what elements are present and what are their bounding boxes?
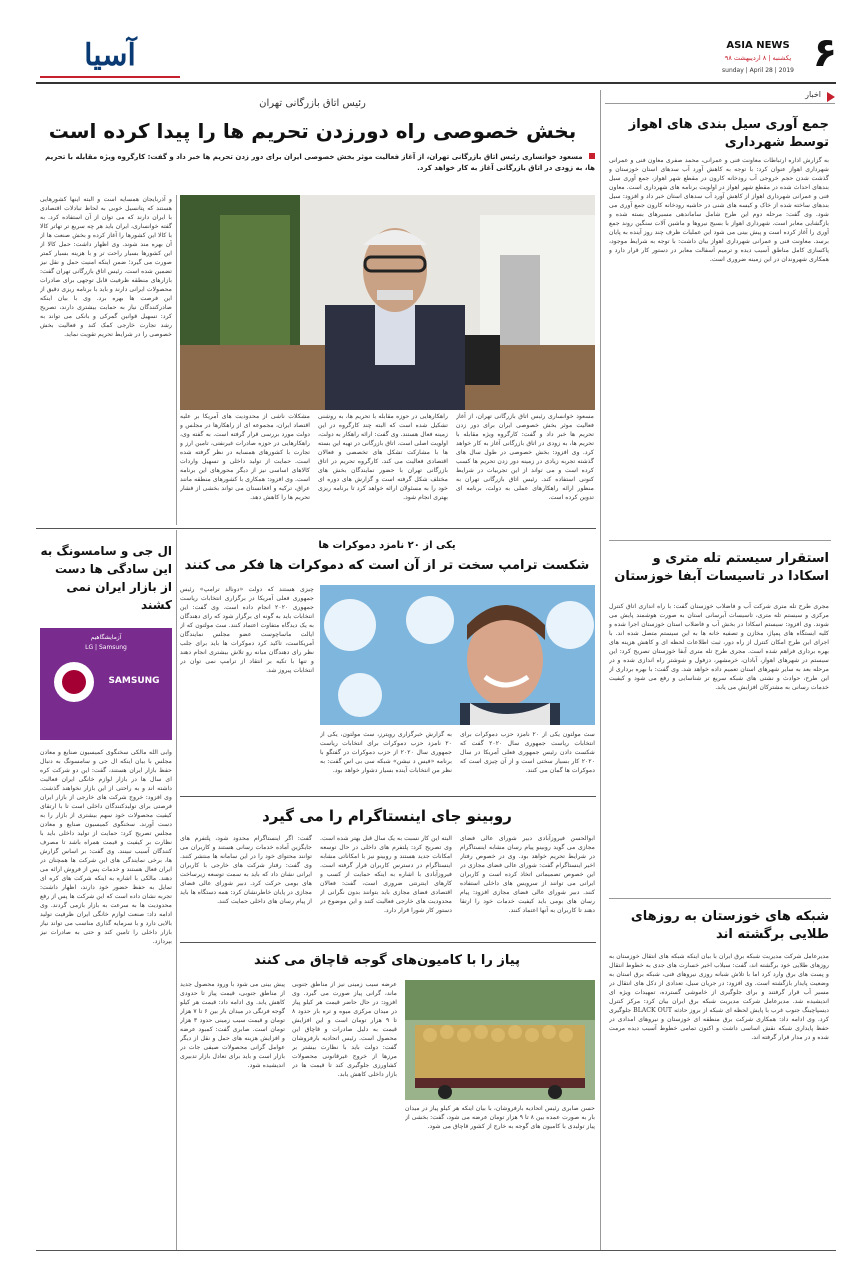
lg-story-body: وابی الله مالکی سخنگوی کمیسیون صنایع و معادن مجلس با بیان اینکه ال جی و سامسونگ به دنبال حفظ بازار ایران هستند، گفت: این دو شرکت کره ای سال ها در بازار لوازم خانگی ایران فعالیت داشته اند و به راحتی از این بازار نخواهند گذشت. وی افزود: خروج شرکت های خارجی از بازار ایران فرصتی برای تولیدکنندگان داخلی است تا با ارتقای کیفیت محصولات خود سهم بیشتری از بازار را به دست آورند. سخنگوی کمیسیون صنایع و معادن مجلس تصریح کرد: حمایت از تولید داخلی باید با نظارت بر کیفیت و قیمت همراه باشد تا مصرف کنندگان آسیب نبینند. وی گفت: بر اساس گزارش ها، برخی نمایندگی های این شرکت ها همچنان در ایران فعال هستند و خدمات پس از فروش ارائه می دهند. مالکی با اشاره به اینکه شرکت های کره ای تمایل به حفظ حضور خود دارند، اظهار داشت: تجربه نشان داده است که این شرکت ها پس از رفع محدودیت ها به سرعت به بازار بازمی گردند. وی ادامه داد: صنعت لوازم خانگی ایران ظرفیت تولید بالایی دارد و با سرمایه گذاری مناسب می تواند نیاز بازار داخلی را تامین کند و حتی به صادرات نیز بپردازد. bbox=[40, 749, 172, 945]
issue-date-fa: یکشنبه | ۸ اردیبهشت ۹۸ bbox=[724, 54, 792, 62]
onion-story-col-1: عرضه سیب زمینی نیز از مناطق جنوبی ماند، گرانی پیاز صورت می گیرد. وی افزود: در حال حاضر قیمت هر کیلو پیاز در میدان مرکزی میوه و تره بار حدود ۸ تا ۹ هزار تومان است و این افزایش قیمت به دلیل صادرات و قاچاق این محصول است. رئیس اتحادیه بارفروشان گفت: دولت باید با نظارت بیشتر بر مرزها از خروج غیرقانونی محصولات کشاورزی جلوگیری کند تا قیمت ها در بازار داخلی کاهش یابد. bbox=[292, 981, 397, 1078]
sidebar-label bbox=[605, 90, 835, 104]
second-story-col-3: چیزی هستند که دولت «دونالد ترامپ» رئیس جمهوری فعلی آمریکا در برگزاری انتخابات ریاست جمهوری ۲۰۲۰ انجام داده است. وی گفت: این انتخابات باید به گونه ای برگزار شود که رای دهندگان به یک دیدگاه متفاوت اعتماد کنند. سث مولتون که از ایالت ماساچوست عضو مجلس نمایندگان آمریکاست، تاکید کرد دموکرات ها باید برای جلب نظر رای دهندگان میانه رو تلاش بیشتری انجام دهند و تنها با تکیه بر انتقاد از ترامپ نمی توان در انتخابات پیروز شد. bbox=[180, 586, 314, 674]
instagram-story-headline: روبینو جای اینستاگرام را می گیرد bbox=[262, 807, 512, 825]
issue-date-en: sunday | April 28 | 2019 bbox=[722, 67, 794, 74]
khansari-photo bbox=[180, 195, 595, 410]
onion-story-caption: حسن صابری رئیس اتحادیه بارفروشان، با بیان اینکه هر کیلو پیاز در میدان بار به صورت عمده بین ۸ تا ۹ هزار تومان عرضه می شود، گفت: بخشی از پیاز تولیدی با کامیون های گوجه به خارج از کشور قاچاق می شود. bbox=[405, 1105, 595, 1130]
sidebar-item-1-title: جمع آوری سیل بندی های اهواز توسط شهرداری bbox=[628, 117, 829, 150]
page-number: ۶ bbox=[812, 30, 838, 76]
sidebar-item-2-title: استقرار سیستم تله متری و اسکادا در تاسیسات آبفا خوزستان bbox=[614, 551, 829, 584]
main-story-col-2: راهکارهایی در حوزه مقابله با تحریم ها، به روشنی تشکیل شده است که البته چند کارگروه در این زمینه فعال هستند. وی گفت: ارائه راهکار به دولت، اولویت اصلی است. اتاق بازرگانی در تهیه این بسته ها با مشارکت تشکل های تخصصی و فعالان اقتصادی فعالیت می کند. کارگروه تحریم در اتاق بازرگانی تهران با حضور نمایندگان بخش های مختلف شکل گرفته است و گزارش های دوره ای خود را به مسئولان ارائه خواهد کرد تا برنامه ریزی بهتری انجام شود. bbox=[318, 413, 448, 501]
moulton-photo bbox=[320, 585, 595, 725]
sidebar-item-2-body: مجری طرح تله متری شرکت آب و فاضلاب خوزستان گفت: با راه اندازی اتاق کنترل مرکزی و سیستم تله متری، تاسیسات آبرسانی استان به صورت هوشمند پایش می شوند. وی افزود: سیستم اسکادا در بخش آب و فاضلاب استان خوزستان اجرا شده و کلیه ایستگاه های پمپاژ، مخازن و تصفیه خانه ها به این سیستم متصل شده اند. با اجرای این طرح امکان کنترل از راه دور، ثبت اطلاعات لحظه ای و کاهش هزینه های بهره برداری فراهم شده است. مجری طرح تله متری آبفا خوزستان تصریح کرد: این سیستم در شهرهای اهواز، آبادان، خرمشهر، دزفول و شوشتر راه اندازی شده و در مرحله بعد به سایر شهرهای استان تعمیم داده خواهد شد. وی گفت: با بهره برداری از این طرح، حوادث و نشتی های شبکه سریع تر شناسایی و رفع می شود و کیفیت خدمات رسانی به مشترکان افزایش می یابد. bbox=[609, 603, 829, 691]
moulton-photo-drawing bbox=[320, 585, 595, 725]
second-story-headline: شکست ترامپ سخت تر از آن است که دموکرات ها فکر می کنند bbox=[184, 558, 590, 573]
arrow-icon bbox=[827, 92, 835, 102]
main-story-lead-text: مسعود خوانساری رئیس اتاق بازرگانی تهران، از آغاز فعالیت موثر بخش خصوصی ایران برای دور زدن تحریم ها خبر داد و گفت: کارگروه ویژه مقابله با تحریم ها، به زودی در اتاق بازرگانی آغاز به کار خواهد کرد. bbox=[45, 153, 595, 172]
sidebar-item-3-body: مدیرعامل شرکت مدیریت شبکه برق ایران با بیان اینکه شبکه های انتقال خوزستان به روزهای طلایی خود برگشته اند، گفت: سیلاب اخیر خسارت های جدی به خطوط انتقال و پست های برق وارد کرد اما با تلاش شبانه روزی نیروهای فنی، شبکه برق استان به وضعیت پایدار بازگشته است. وی افزود: در جریان سیل، تعدادی از دکل های انتقال در مسیر آب قرار گرفتند و برای جلوگیری از خاموشی گسترده، تمهیدات ویژه ای اندیشیده شد. مدیرعامل شرکت مدیریت شبکه برق ایران بیان کرد: مرکز کنترل دیسپاچینگ جنوب غرب با پایش لحظه ای شبکه از بروز حادثه BLACK OUT جلوگیری کرد. وی ادامه داد: همکاری شرکت برق منطقه ای خوزستان و نیروهای امدادی در حفظ پایداری شبکه نقش اساسی داشت و اکنون تمامی خطوط آسیب دیده مرمت شده و در مدار قرار گرفته اند. bbox=[609, 953, 829, 1041]
main-story-col-1: مسعود خوانساری رئیس اتاق بازرگانی تهران، از آغاز فعالیت موثر بخش خصوصی ایران برای دور زدن تحریم ها خبر داد و گفت: کارگروه ویژه مقابله با تحریم ها، به زودی در اتاق بازرگانی آغاز به کار خواهد کرد. وی افزود: بخش خصوصی در طول سال های گذشته تجربه زیادی در زمینه دور زدن تحریم ها کسب کرده است و می تواند از این تجربیات در شرایط کنونی استفاده کند. رئیس اتاق بازرگانی تهران به منظور ارائه راهکارهای عملی به دولت، برنامه ای تدوین کرده است. bbox=[456, 413, 594, 501]
onion-story-col-2: پیش بینی می شود با ورود محصول جدید از مناطق جنوبی، قیمت پیاز تا حدودی کاهش یابد. وی ادامه داد: قیمت هر کیلو گوجه فرنگی در میدان بار بین ۶ تا ۷ هزار تومان و قیمت سیب زمینی حدود ۳ هزار تومان است. صابری گفت: کمبود عرضه و افزایش هزینه های حمل و نقل از دیگر عوامل گرانی محصولات صیفی جات در بازار است و باید برای تعادل بازار تدبیری اندیشیده شود. bbox=[180, 981, 285, 1069]
instagram-story-col-2: البته این کار نسبت به یک سال قبل بهتر شده است. وی تصریح کرد: پلتفرم های داخلی در حال توسعه امکانات جدید هستند و روبینو نیز با امکاناتی مشابه اینستاگرام در دسترس کاربران قرار گرفته است. فیروزآبادی با اشاره به اینکه حمایت از کسب و کارهای اینترنتی ضروری است، گفت: فعالان اقتصادی فضای مجازی باید بتوانند بدون نگرانی از محدودیت های خارجی فعالیت کنند و این موضوع در دستور کار شورا قرار دارد. bbox=[320, 835, 452, 914]
brand-logo bbox=[40, 38, 180, 78]
ad-text-top: آزمایشگاهیم bbox=[90, 634, 122, 641]
onion-truck-drawing bbox=[405, 980, 595, 1100]
second-story-col-1: سث مولتون یکی از ۲۰ نامزد حزب دموکرات برای انتخابات ریاست جمهوری سال ۲۰۲۰ گفت که شکست دادن رئیس جمهوری فعلی آمریکا در سال ۲۰۲۰ کار بسیار سختی است و از آن چیزی است که دموکرات ها گمان می کنند. bbox=[460, 731, 595, 774]
second-story-col-2: به گزارش خبرگزاری رویترز، سث مولتون، یکی از ۲۰ نامزد حزب دموکرات برای انتخابات ریاست جمهوری سال ۲۰۲۰ از حزب دموکرات در گفتگو با برنامه «فیس د نیشن» شبکه سی بی اس گفت: به نظر من انتخابات آینده بسیار دشوار خواهد بود. bbox=[320, 731, 452, 774]
sidebar-section-title: اخبار bbox=[805, 90, 821, 99]
main-story-col-4: و آذربایجان همسایه است و البته اینها کشورهایی هستند که پتانسیل خوبی به لحاظ تبادلات اقتصادی با ایران دارند که می توان از آن استفاده کرد. به گفته خوانساری، ایران باید هر چه سریع تر تهاتر کالا با کالا این کشورها را آغاز کرده و بخش صنعت ها از آن بهره مند شوند. وی اظهار داشت: حمل کالا از این کشورها بسیار راحت تر و با هزینه بسیار کمتر صورت می گیرد؛ ضمن اینکه امنیت حمل و نقل نیز تضمین شده است. رئیس اتاق بازرگانی تهران گفت: بازارهای منطقه ظرفیت قابل توجهی برای صادرات محصولات ایرانی دارند و باید با برنامه ریزی دقیق از این فرصت ها بهره برد. وی با بیان اینکه صادرکنندگان نیاز به حمایت بیشتری دارند، تصریح کرد: تسهیل قوانین گمرکی و بانکی می تواند به رشد تجارت خارجی کمک کند و فعالیت بخش خصوصی را در شرایط تحریم تقویت نماید. bbox=[40, 196, 172, 338]
sidebar-item-1-body: به گزارش اداره ارتباطات معاونت فنی و عمرانی، محمد صفری معاون فنی و عمرانی شهرداری اهواز عنوان کرد: با توجه به کاهش آورد آب سدهای استان خوزستان و گذشت شدن حجم خروجی آب رودخانه کارون در مقطع شهر اهواز، جمع آوری سیل بندهای احداث شده در مقطع شهر اهواز در اولویت برنامه های شهرداری است. معاون فنی و عمرانی شهرداری اهواز از کاهش آورد آب سدهای استان خبر داد و افزود: سیل بندهای ساخته شده از خاک و کیسه های شنی در حاشیه رودخانه کارون جمع آوری می شود. وی گفت: مرحله دوم این طرح شامل ساماندهی مسیرهای بسته شده و بازگشایی معابر است. شهرداری اهواز با بسیج نیروها و ماشین آلات سنگین روند جمع آوری را آغاز کرده است و پیش بینی می شود این عملیات ظرف چند روز آینده به پایان برسد. معاونت فنی و عمرانی شهرداری اهواز بیان داشت: با توجه به شرایط موجود، پاکسازی کامل مناطق آسیب دیده و ترمیم آسفالت معابر در دستور کار قرار دارد و همکاری شهروندان در این زمینه ضروری است. bbox=[609, 157, 829, 263]
logo-text: آسیا bbox=[84, 38, 136, 73]
masthead-rule bbox=[36, 82, 836, 84]
second-story-kicker: یکی از ۲۰ نامزد دموکرات ها bbox=[318, 540, 456, 551]
ad-brand: SAMSUNG bbox=[108, 676, 160, 686]
sidebar bbox=[605, 90, 835, 1250]
instagram-story-col-1: ابوالحسن فیروزآبادی دبیر شورای عالی فضای مجازی می گوید روبینو پیام رسان مشابه اینستاگرام در شرایط تحریم خواهد بود. وی در خصوص رفتار اخیر اینستاگرام گفت: شورای عالی فضای مجازی در این خصوص تصمیماتی اتخاذ کرده است و کاربران ایرانی می توانند از سرویس های داخلی استفاده کنند. دبیر شورای عالی فضای مجازی افزود: پیام رسان های بومی باید کیفیت خدمات خود را ارتقا دهند تا کاربران به آنها اعتماد کنند. bbox=[460, 835, 595, 914]
lg-samsung-ad bbox=[40, 628, 172, 740]
lg-story-headline: ال جی و سامسونگ به این سادگی ها دست از بازار ایران نمی کشند bbox=[40, 544, 172, 612]
instagram-story-col-3: گفت: اگر اینستاگرام محدود شود، پلتفرم های جایگزین آماده خدمات رسانی هستند و کاربران می توانند محتوای خود را در این سامانه ها منتشر کنند. وی گفت: رفتار شرکت های خارجی با کاربران ایرانی نشان داد که باید به سمت توسعه زیرساخت های بومی حرکت کرد. دبیر شورای عالی فضای مجازی در پایان خاطرنشان کرد: همه دستگاه ها باید از پیام رسان های داخلی حمایت کنند. bbox=[180, 835, 312, 905]
main-story-kicker: رئیس اتاق بازرگانی تهران bbox=[259, 98, 366, 109]
main-story-lead bbox=[40, 152, 595, 174]
onion-truck-photo bbox=[405, 980, 595, 1100]
ad-text-mid: LG | Samsung bbox=[85, 644, 127, 651]
main-story-headline: بخش خصوصی راه دورزدن تحریم ها را پیدا کرده است bbox=[48, 119, 577, 143]
sidebar-item-3-title: شبکه های خوزستان به روزهای طلایی برگشته اند bbox=[630, 909, 829, 942]
khansari-photo-drawing bbox=[180, 195, 595, 410]
main-story-col-3: مشکلات ناشی از محدودیت های آمریکا بر علیه اقتصاد ایران، مجموعه ای از راهکارها در مجلس و دولت مورد بررسی قرار گرفته است. به گفته وی، راهکارهایی در حوزه صادرات غیرنفتی، تامین ارز و تجارت با کشورهای همسایه در نظر گرفته شده است. حمایت از تولید داخلی و تسهیل واردات کالاهای اساسی نیز از دیگر محورهای این برنامه است. وی افزود: همکاری با کشورهای منطقه مانند عراق، ترکیه و افغانستان می تواند بخشی از فشار تحریم ها را کاهش دهد. bbox=[180, 413, 310, 501]
brand-latin: ASIA NEWS bbox=[726, 40, 790, 51]
onion-story-headline: پیاز را با کامیون‌های گوجه قاچاق می کنند bbox=[254, 953, 520, 968]
lg-logo-icon bbox=[54, 662, 94, 702]
square-bullet-icon bbox=[589, 153, 595, 159]
